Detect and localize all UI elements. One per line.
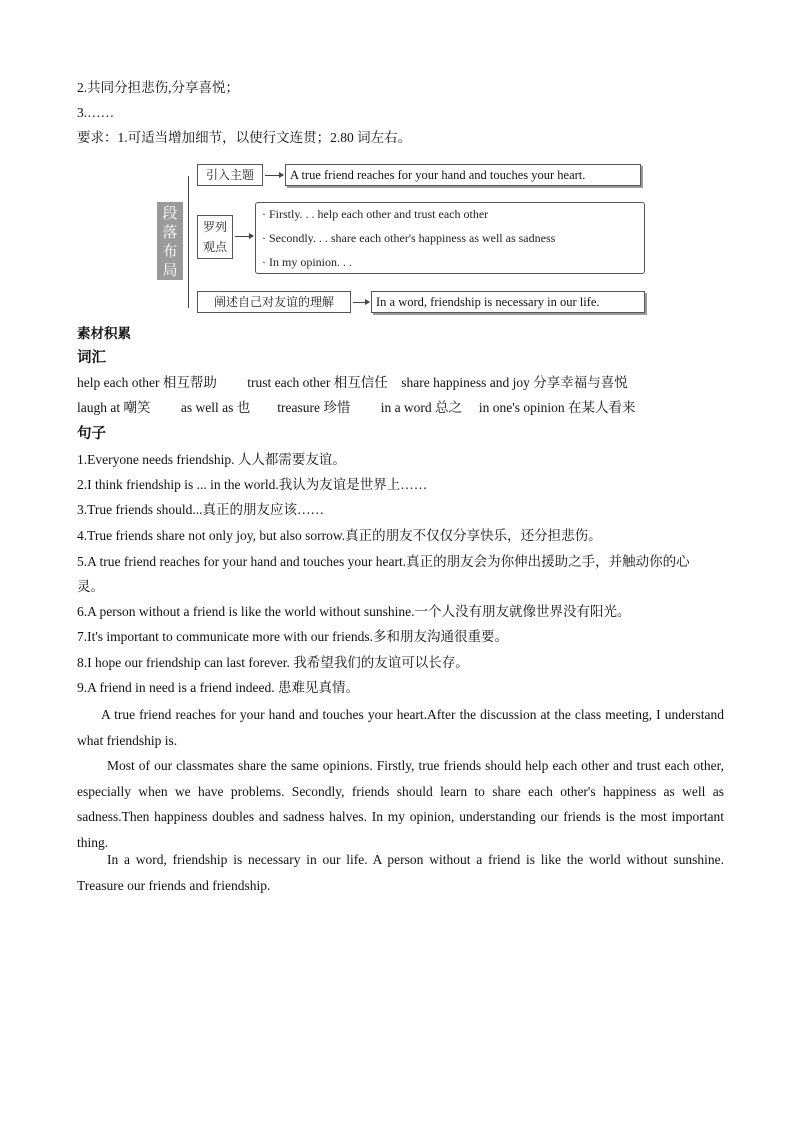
vocab-line: laugh at 嘲笑 as well as 也 treasure 珍惜 in a word 总之 in one's opinion 在某人看来 xyxy=(77,400,636,415)
paragraph-layout-diagram xyxy=(157,158,649,316)
sentence-item: 6.A person without a friend is like the world without sunshine.一个人没有朋友就像世界没有阳光。 xyxy=(77,604,631,619)
layout-side-label xyxy=(157,202,183,280)
requirement-line: 要求：1.可适当增加细节，以使行文连贯；2.80 词左右。 xyxy=(77,130,412,145)
conclusion-label-box: 阐述自己对友谊的理解 xyxy=(197,291,351,313)
points-label-line: 罗列 xyxy=(202,220,227,234)
task-line-2: 2.共同分担悲伤,分享喜悦； xyxy=(77,80,239,95)
side-label-char: 段 xyxy=(162,204,178,222)
sentence-item: 8.I hope our friendship can last forever. 我希望我们的友谊可以长存。 xyxy=(77,655,469,670)
side-label-char: 布 xyxy=(162,242,178,260)
points-label-line: 观点 xyxy=(202,240,227,254)
sentence-item: 9.A friend in need is a friend indeed. 患难见真情。 xyxy=(77,680,359,695)
essay-paragraph-3: In a word, friendship is necessary in our life. A person without a friend is like the world without sunshine. Treasure our friends and friendship. xyxy=(77,852,724,893)
side-label-char: 局 xyxy=(162,261,178,279)
intro-text-box: A true friend reaches for your hand and touches your heart. xyxy=(285,164,641,186)
task-line-3: 3.…… xyxy=(77,105,115,120)
vocab-line: help each other 相互帮助 trust each other 相互信任 share happiness and joy 分享幸福与喜悦 xyxy=(77,375,628,390)
side-label-char: 落 xyxy=(162,223,178,241)
point-item: · In my opinion. . . xyxy=(262,255,352,269)
intro-label-box: 引入主题 xyxy=(197,164,263,186)
conclusion-arrow xyxy=(353,302,369,303)
sentence-item: 7.It's important to communicate more with our friends.多和朋友沟通很重要。 xyxy=(77,629,508,644)
sentence-item: 5.A true friend reaches for your hand and touches your heart.真正的朋友会为你伸出援助之手，并触动你的心 xyxy=(77,554,690,569)
points-list-box xyxy=(255,202,645,274)
sentence-item: 4.True friends share not only joy, but also sorrow.真正的朋友不仅仅分享快乐，还分担悲伤。 xyxy=(77,528,602,543)
intro-arrow xyxy=(265,175,283,176)
sentence-item: 2.I think friendship is ... in the world.我认为友谊是世界上…… xyxy=(77,477,428,492)
diagram-bracket xyxy=(188,176,197,308)
points-label-box xyxy=(197,215,233,259)
points-arrow xyxy=(235,236,253,237)
materials-heading: 素材积累 xyxy=(77,326,131,341)
sentence-item: 灵。 xyxy=(77,579,104,594)
conclusion-text-box: In a word, friendship is necessary in our life. xyxy=(371,291,645,313)
point-item: · Secondly. . . share each other's happiness as well as sadness xyxy=(262,231,556,245)
essay-paragraph-1: A true friend reaches for your hand and touches your heart.After the discussion at the class meeting, I understand what friendship is. xyxy=(77,707,724,748)
sentence-item: 3.True friends should...真正的朋友应该…… xyxy=(77,502,325,517)
point-item: · Firstly. . . help each other and trust each other xyxy=(262,207,489,221)
essay-paragraph-2: Most of our classmates share the same opinions. Firstly, true friends should help each other and trust each other, especially when we have problems. Secondly, friends should learn to share each other's happiness as well as sadness.Then happiness doubles and sadness halves. In my opinion, understanding our friends is the most important thing. xyxy=(77,758,724,850)
sentence-item: 1.Everyone needs friendship. 人人都需要友谊。 xyxy=(77,452,346,467)
sentence-heading: 句子 xyxy=(77,426,106,442)
vocab-heading: 词汇 xyxy=(77,350,106,366)
